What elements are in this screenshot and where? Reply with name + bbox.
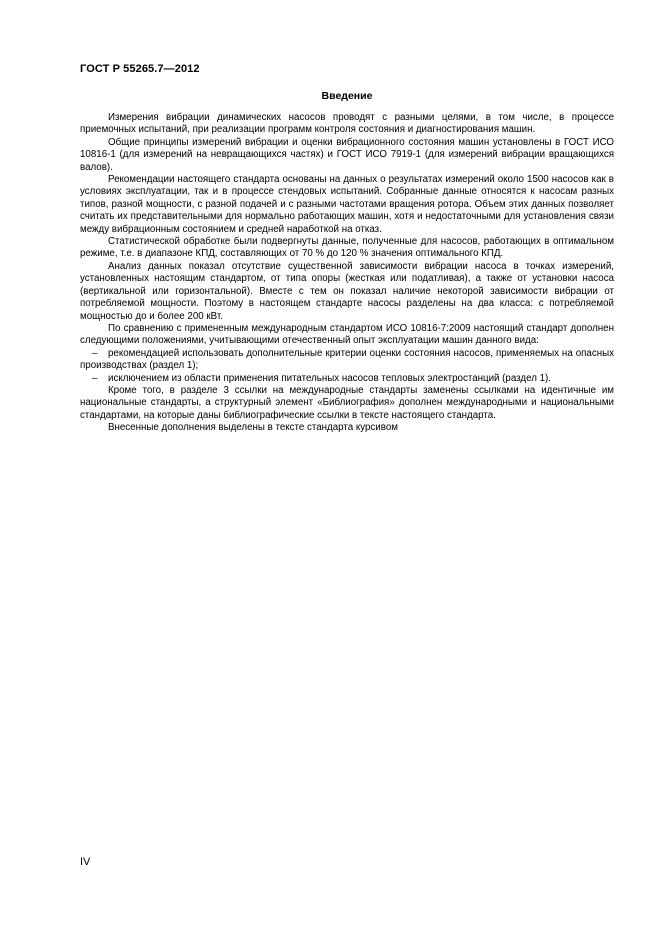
list-item [80,373,614,385]
list-item-text: рекомендацией использовать дополнительные критерии оценки состояния насосов, применяемых на опасных производствах (раздел 1); [80,347,614,372]
paragraph: Рекомендации настоящего стандарта основаны на данных о результатах измерений около 1500 насосов как в условиях эксплуатации, так и в процессе стендовых испытаний. Собранные данные относятся к насосам разных типов, разной мощности, с разной подачей и с разными частотами вращения ротора. Объем этих данных позволяет считать их представительными для нормально работающих машин, хотя и недостаточными для установления связи между вибрационным состоянием и средней наработкой на отказ. [80,174,614,235]
page-number: IV [80,856,91,868]
dash-bullet: – [92,347,98,359]
paragraph: Статистической обработке были подвергнуты данные, полученные для насосов, работающих в оптимальном режиме, т.е. в диапазоне КПД, составляющих от 70 % до 120 % значения оптимального КПД. [80,236,614,260]
list-item-text: исключением из области применения питательных насосов тепловых электростанций (раздел 1). [108,372,551,384]
paragraph: По сравнению с примененным международным стандартом ИСО 10816-7:2009 настоящий стандарт дополнен следующими положениями, учитывающими отечественный опыт эксплуатации машин данного вида: [80,322,614,347]
section-title: Введение [321,90,373,102]
paragraph: Внесенные дополнения выделены в тексте стандарта курсивом [108,422,398,434]
document-header: ГОСТ Р 55265.7—2012 [80,63,200,75]
paragraph: Измерения вибрации динамических насосов проводят с разными целями, в том числе, в процессе приемочных испытаний, при реализации программ контроля состояния и диагностирования машин. [80,112,614,136]
introduction-body [80,112,614,435]
list-item [80,348,614,373]
paragraph: Кроме того, в разделе 3 ссылки на международные стандарты заменены ссылками на идентичные им национальные стандарты, а структурный элемент «Библиография» дополнен международными и национальными стандартами, на которые даны библиографические ссылки в тексте настоящего стандарта. [80,384,614,421]
dash-bullet: – [92,372,98,384]
paragraph: Общие принципы измерений вибрации и оценки вибрационного состояния машин установлены в ГОСТ ИСО 10816-1 (для измерений на невращающихся частях) и ГОСТ ИСО 7919-1 (для измерений вибрации вращающихся валов). [80,136,614,173]
paragraph: Анализ данных показал отсутствие существенной зависимости вибрации насоса в точках измерений, установленных настоящим стандартом, от типа опоры (жесткая или податливая), а также от установки насоса (вертикальной или горизонтальной). Вместе с тем он показал наличие некоторой зависимости вибрации от потребляемой мощности. Поэтому в настоящем стандарте насосы разделены на два класса: с потребляемой мощностью до и более 200 кВт. [80,260,614,322]
